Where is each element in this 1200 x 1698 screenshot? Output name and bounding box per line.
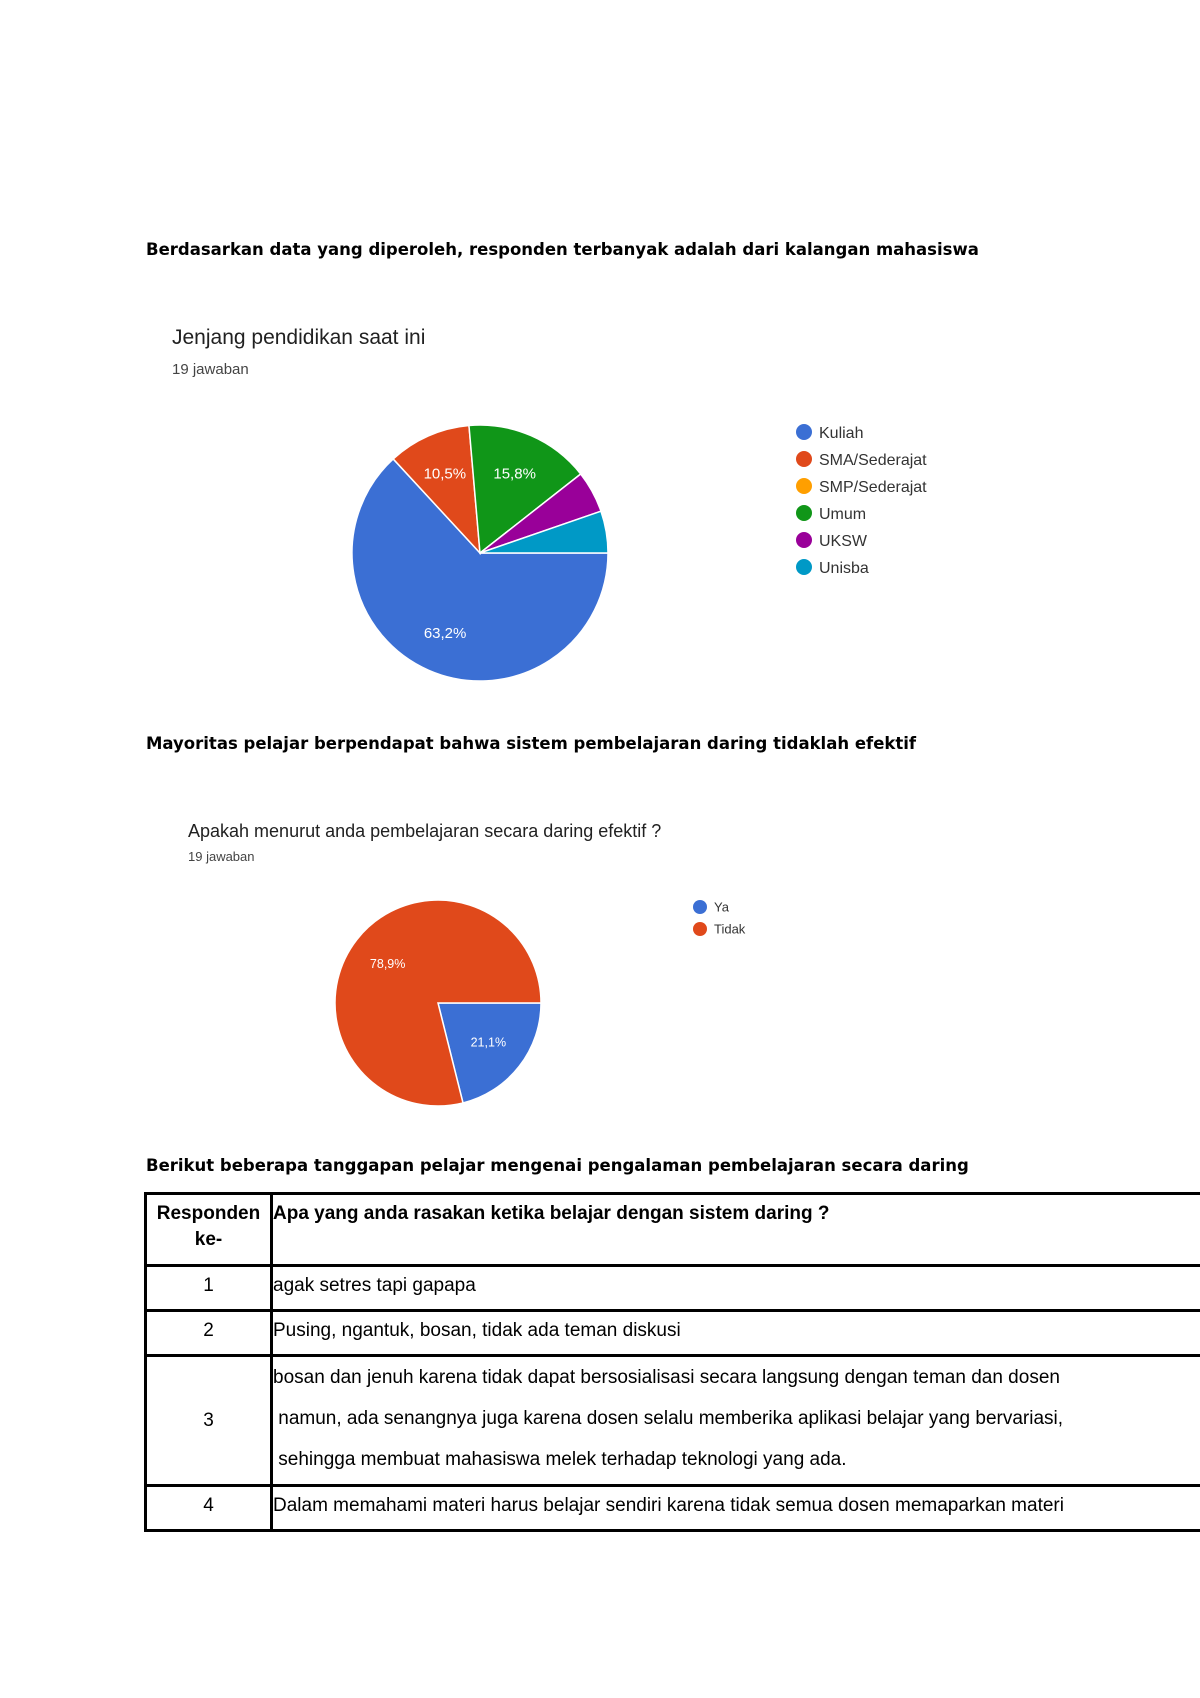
section-heading-1: Berdasarkan data yang diperoleh, responden terbanyak adalah dari kalangan mahasiswa [146, 240, 979, 259]
slice-label: 10,5% [423, 465, 467, 483]
legend-dot [796, 559, 812, 575]
section-heading-3: Berikut beberapa tanggapan pelajar mengenai pengalaman pembelajaran secara daring [146, 1156, 969, 1175]
slice-label: 21,1% [470, 1035, 507, 1050]
table-row [146, 1311, 1200, 1356]
table-row [146, 1356, 1200, 1486]
table-header-row [146, 1194, 1200, 1266]
chart-2-title: Apakah menurut anda pembelajaran secara daring efektif ? [188, 821, 662, 841]
pie-chart-education [0, 0, 1200, 720]
legend-label: Kuliah [819, 424, 864, 442]
response-line: sehingga membuat mahasiswa melek terhadap teknologi yang ada. [273, 1449, 847, 1470]
legend-dot [693, 922, 707, 936]
header-responden [146, 1194, 272, 1266]
chart-1-subtitle: 19 jawaban [172, 361, 249, 378]
legend-dot [796, 424, 812, 440]
chart-1-title: Jenjang pendidikan saat ini [172, 326, 426, 349]
header-responden-line2: ke- [194, 1229, 223, 1250]
table-row [146, 1486, 1200, 1531]
table-row [146, 1266, 1200, 1311]
row-number: 4 [146, 1486, 272, 1531]
legend-label: Ya [714, 899, 729, 915]
slice-label: 78,9% [369, 957, 406, 972]
row-response: Dalam memahami materi harus belajar sendiri karena tidak semua dosen memaparkan materi [272, 1486, 1200, 1531]
legend-dot [796, 532, 812, 548]
legend-label: SMP/Sederajat [819, 478, 927, 496]
chart-2-subtitle: 19 jawaban [188, 849, 255, 864]
legend-label: SMA/Sederajat [819, 451, 927, 469]
response-line: bosan dan jenuh karena tidak dapat bersosialisasi secara langsung dengan teman dan dosen [273, 1367, 1060, 1388]
slice-label: 63,2% [423, 624, 467, 642]
legend-label: Umum [819, 505, 867, 523]
row-response [272, 1356, 1200, 1486]
legend-dot [796, 451, 812, 467]
row-number: 3 [146, 1356, 272, 1486]
legend-label: Unisba [819, 559, 869, 577]
header-question: Apa yang anda rasakan ketika belajar dengan sistem daring ? [272, 1194, 1200, 1266]
section-heading-2: Mayoritas pelajar berpendapat bahwa sistem pembelajaran daring tidaklah efektif [146, 734, 917, 753]
row-response: Pusing, ngantuk, bosan, tidak ada teman diskusi [272, 1311, 1200, 1356]
legend-label: Tidak [714, 921, 746, 937]
slice-label: 15,8% [493, 465, 536, 483]
legend-dot [796, 505, 812, 521]
pie-chart-effectiveness [0, 860, 1200, 1120]
legend-dot [693, 900, 707, 914]
legend-dot [796, 478, 812, 494]
row-number: 1 [146, 1266, 272, 1311]
legend-label: UKSW [819, 532, 867, 550]
response-line: namun, ada senangnya juga karena dosen selalu memberika aplikasi belajar yang bervariasi, [273, 1408, 1064, 1429]
row-number: 2 [146, 1311, 272, 1356]
header-responden-line1: Responden [156, 1203, 261, 1224]
responses-table [144, 1192, 1200, 1532]
row-response: agak setres tapi gapapa [272, 1266, 1200, 1311]
